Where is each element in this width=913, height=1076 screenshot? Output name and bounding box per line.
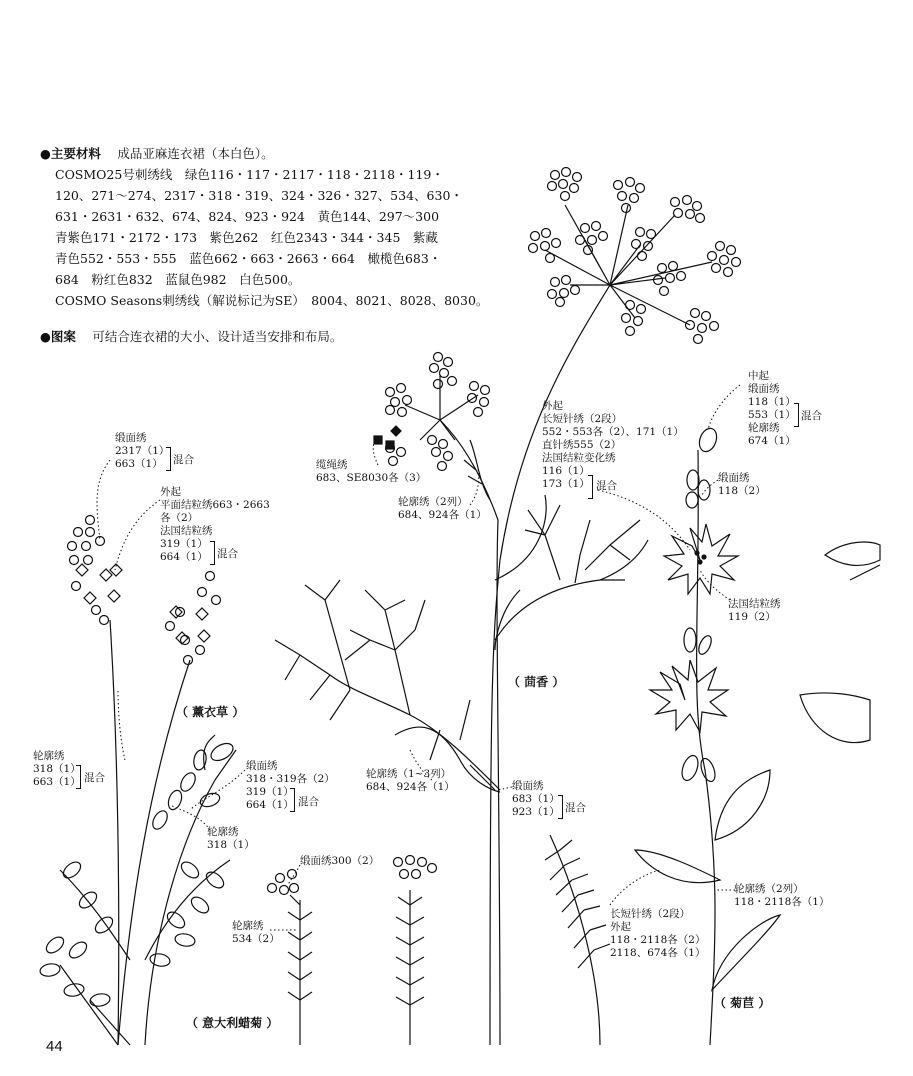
chicory-flower-top	[664, 524, 738, 594]
pattern-text: 可结合连衣裙的大小、设计适当安排和布局。	[92, 329, 343, 344]
label-text: 118（2）	[718, 485, 766, 497]
label-text: 外起	[610, 921, 631, 933]
materials-line: 青紫色171・2172・173 紫色262 红色2343・344・345 紫藏	[55, 230, 438, 245]
label-text: 缆绳绣	[316, 459, 348, 471]
mix-label: 混合	[173, 454, 194, 466]
label-text: 缎面绣	[115, 432, 147, 444]
mix-label: 混合	[565, 802, 586, 814]
label-text: 684、924各（1）	[398, 509, 487, 521]
small-umbel	[374, 353, 500, 1046]
label-text: 法国结粒绣	[728, 598, 781, 610]
materials-line: 684 粉红色832 蓝鼠色982 白色500。	[55, 272, 301, 287]
materials-line: 120、271～274、2317・318・319、324・326・327、534、630・	[55, 188, 463, 203]
ch-satin2-label	[718, 472, 766, 498]
label-text: 923（1）	[512, 806, 560, 818]
title-daisy: （ 意大利蜡菊 ）	[186, 1016, 279, 1030]
label-text: 缎面绣	[246, 760, 278, 772]
brace	[76, 765, 81, 789]
label-text: 119（2）	[728, 611, 776, 623]
fern-bottom	[545, 835, 610, 1045]
label-text: 长短针绣（2段）	[542, 413, 623, 425]
fern-satin-label	[512, 780, 560, 819]
brace	[588, 475, 593, 499]
label-text: 各（2）	[160, 512, 199, 524]
label-text: 319（1）	[160, 538, 208, 550]
label-text: 118・2118各（1）	[734, 896, 830, 908]
cher-stem-label	[398, 496, 487, 522]
daisy-stems	[268, 856, 437, 1046]
label-text: 684、924各（1）	[366, 781, 455, 793]
label-text: 118・2118各（2）	[610, 934, 706, 946]
materials-intro: 成品亚麻连衣裙（本白色）。	[117, 146, 274, 161]
pattern-bullet: ●图案	[40, 329, 76, 344]
label-text: 法国结粒绣	[160, 525, 213, 537]
label-text: 法国结粒变化绣	[542, 452, 616, 464]
cher-chain-label	[316, 459, 426, 485]
label-text: 轮廓绣（1~3列）	[366, 768, 452, 780]
label-text: 平面结粒绣663・2663	[160, 499, 270, 511]
label-text: 318（1）	[33, 763, 81, 775]
page-number: 44	[46, 1038, 63, 1055]
title-chicory: （ 菊苣 ）	[714, 996, 771, 1010]
ch-stem2-label	[734, 883, 829, 909]
label-text: 轮廓绣	[33, 750, 65, 762]
fern-stem-label	[366, 768, 455, 794]
label-text: 外起	[160, 486, 181, 498]
label-text: 683、SE8030各（3）	[316, 472, 427, 484]
label-text: 683（1）	[512, 793, 560, 805]
dai-stem-label	[232, 920, 280, 946]
label-text: 664（1）	[246, 799, 294, 811]
label-text: 552・553各（2）、171（1）	[542, 426, 684, 438]
label-text: 663（1）	[33, 776, 81, 788]
materials-line: 青色552・553・555 蓝色662・663・2663・664 橄榄色683・	[55, 251, 442, 266]
chicory-flower-bottom	[650, 660, 728, 732]
label-text: 直针绣555（2）	[542, 439, 622, 451]
label-text: 118（1）	[748, 396, 796, 408]
label-text: 中起	[748, 370, 769, 382]
materials-bullet: ●主要材料	[40, 146, 101, 161]
label-text: 缎面绣	[718, 472, 750, 484]
materials-line: COSMO25号刺绣线 绿色116・117・2117・118・2118・119・	[55, 167, 444, 182]
label-text: 318（1）	[207, 839, 255, 851]
lav-stem-label	[33, 750, 81, 789]
lav-satin-label	[115, 432, 169, 471]
mix-label: 混合	[298, 796, 319, 808]
dai-satin-label: 缎面绣300（2）	[300, 855, 380, 867]
label-text: 318・319各（2）	[246, 773, 335, 785]
label-text: 轮廓绣	[748, 422, 780, 434]
brace	[558, 795, 563, 819]
label-text: 664（1）	[160, 551, 208, 563]
label-text: 轮廓绣	[232, 920, 264, 932]
label-text: 534（2）	[232, 933, 280, 945]
bow-stem-label	[207, 826, 255, 852]
label-text: 663（1）	[115, 458, 163, 470]
label-text: 轮廓绣	[207, 826, 239, 838]
label-text: 轮廓绣（2列）	[734, 883, 804, 895]
label-text: 553（1）	[748, 409, 796, 421]
mix-label: 混合	[84, 772, 105, 784]
ch-french-label	[728, 598, 781, 624]
label-text: 轮廓绣（2列）	[398, 496, 468, 508]
mix-label: 混合	[596, 480, 617, 492]
label-text: 674（1）	[748, 435, 796, 447]
label-text: 173（1）	[542, 478, 590, 490]
label-text: 缎面绣	[748, 383, 780, 395]
mix-label: 混合	[801, 410, 822, 422]
label-text: 319（1）	[246, 786, 294, 798]
ch-ls-label	[610, 908, 705, 960]
label-text: 缎面绣	[512, 780, 544, 792]
brace	[166, 447, 171, 471]
mix-label: 混合	[217, 548, 238, 560]
materials-line: COSMO Seasons刺绣线（解说标记为SE） 8004、8021、8028、8030。	[55, 293, 489, 308]
label-text: 2118、674各（1）	[610, 947, 706, 959]
materials-line: 631・2631・632、674、824、923・924 黄色144、297～300	[55, 209, 440, 224]
label-text: 2317（1）	[115, 445, 170, 457]
ch-top-label	[748, 370, 796, 448]
label-text: 长短针绣（2段）	[610, 908, 691, 920]
brace	[794, 403, 799, 427]
label-text: 外起	[542, 400, 563, 412]
brace	[210, 541, 215, 565]
title-fennel: （ 茴香 ）	[508, 675, 565, 689]
brace	[290, 788, 295, 812]
label-text: 116（1）	[542, 465, 590, 477]
title-lavender: （ 薰衣草 ）	[176, 705, 245, 719]
